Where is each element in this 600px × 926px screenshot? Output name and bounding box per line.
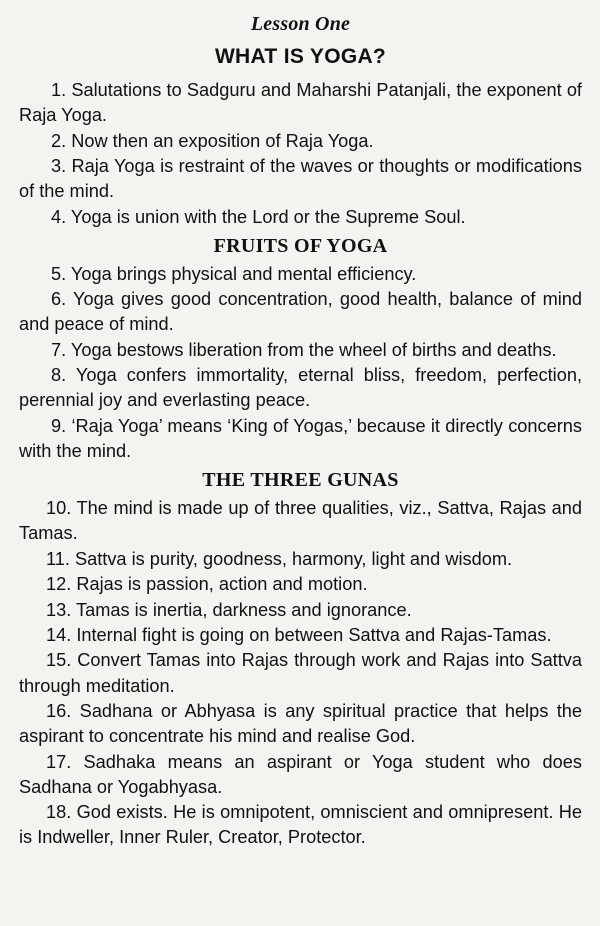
paragraph-1: 1. Salutations to Sadguru and Maharshi Patanjali, the exponent of Raja Yoga.	[19, 80, 582, 126]
paragraph-2: 2. Now then an exposition of Raja Yoga.	[51, 130, 374, 151]
paragraph-16: 16. Sadhana or Abhyasa is any spiritual practice that helps the aspirant to concentrate his mind and realise God.	[19, 700, 582, 747]
section-heading: FRUITS OF YOGA	[213, 234, 388, 257]
paragraph-5: 5. Yoga brings physical and mental efficiency.	[51, 263, 417, 284]
section-intro	[19, 78, 582, 230]
paragraph-15: 15. Convert Tamas into Rajas through work and Rajas into Sattva through meditation.	[19, 650, 582, 696]
paragraph-7: 7. Yoga bestows liberation from the wheel of births and deaths.	[51, 339, 557, 360]
paragraph-6: 6. Yoga gives good concentration, good health, balance of mind and peace of mind.	[19, 289, 582, 335]
paragraph-9: 9. ‘Raja Yoga’ means ‘King of Yogas,’ because it directly concerns with the mind.	[19, 415, 582, 461]
paragraph-3: 3. Raja Yoga is restraint of the waves or thoughts or modifications of the mind.	[19, 155, 582, 202]
paragraph-12: 12. Rajas is passion, action and motion.	[46, 574, 368, 595]
paragraph-8: 8. Yoga confers immortality, eternal bliss, freedom, perfection, perennial joy and everlasting peace.	[19, 365, 582, 411]
section-three-gunas	[19, 467, 582, 850]
paragraph-14: 14. Internal fight is going on between Sattva and Rajas-Tamas.	[46, 624, 552, 645]
section-fruits-of-yoga	[19, 233, 582, 464]
page-title: WHAT IS YOGA?	[214, 45, 387, 68]
lesson-label: Lesson One	[250, 13, 351, 35]
paragraph-11: 11. Sattva is purity, goodness, harmony, light and wisdom.	[46, 548, 513, 569]
paragraph-18: 18. God exists. He is omnipotent, omniscient and omnipresent. He is Indweller, Inner Ruler, Creator, Protector.	[19, 802, 582, 848]
paragraph-13: 13. Tamas is inertia, darkness and ignorance.	[46, 599, 412, 620]
paragraph-10: 10. The mind is made up of three qualities, viz., Sattva, Rajas and Tamas.	[19, 498, 582, 544]
paragraph-17: 17. Sadhaka means an aspirant or Yoga student who does Sadhana or Yogabhyasa.	[19, 751, 582, 797]
paragraph-4: 4. Yoga is union with the Lord or the Supreme Soul.	[51, 206, 466, 227]
section-heading: THE THREE GUNAS	[202, 469, 399, 492]
